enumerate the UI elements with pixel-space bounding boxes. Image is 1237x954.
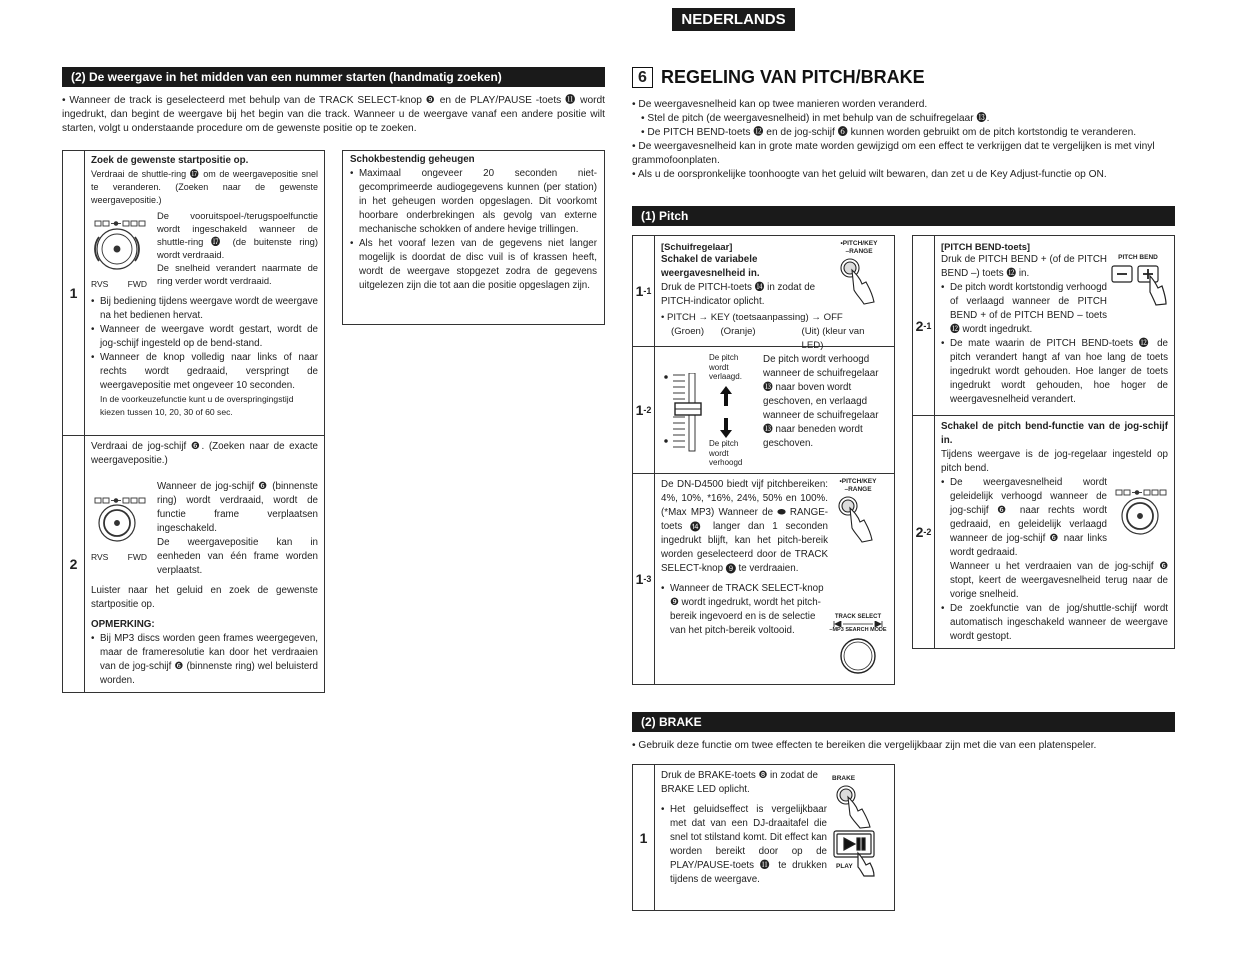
figure-text-1: De vooruitspoel-/terugspoelfunctie wordt ingeschakeld wanneer de shuttle-ring ⓱ (de buitenste ring) wordt verdraaid. <box>157 210 318 260</box>
step-sub: -2 <box>923 527 932 537</box>
step-sub: -1 <box>923 320 932 331</box>
main-title <box>632 65 925 89</box>
step-text: Druk de PITCH BEND + (of de PITCH BEND –) toets ⓬ in. <box>941 254 1107 279</box>
jog-wheel-icon <box>1114 488 1170 538</box>
jog-bend-figure <box>1114 488 1170 538</box>
track-select-knob-icon <box>838 636 878 676</box>
left-intro: • Wanneer de track is geselecteerd met behulp van de TRACK SELECT-knop ❾ en de PLAY/PAUSE -toets ⓫ wordt ingedrukt, dan begint de weergave bij het begin van die track. Wanneer u de weergave vanaf een andere positie wilt starten, volgt u onderstaande procedure om de gewenste positie op te zoeken. <box>62 95 605 134</box>
fwd-label: FWD <box>127 279 147 289</box>
bullet-item: • Wanneer de TRACK SELECT-knop ❾ wordt ingedrukt, wordt het pitch-bereik ingevoerd en is de selectie van het pitch-bereik voltooid. <box>661 582 828 638</box>
step-text: Verdraai de jog-schijf ❻. (Zoeken naar de exacte weergavepositie.) <box>91 441 318 466</box>
figure-text-2: De weergavepositie kan in eenheden van één frame worden verplaatst. <box>157 537 318 576</box>
brake-steps <box>632 764 895 911</box>
step-text: De pitch wordt verhoogd wanneer de schuifregelaar ⓭ naar boven wordt geschoven, en verlaagd wanneer de schuifregelaar ⓭ naar beneden wordt geschoven. <box>763 354 879 449</box>
intro-line: • De weergavesnelheid kan op twee manieren worden veranderd. <box>632 99 928 110</box>
step-2-row <box>63 435 324 692</box>
bullet-item: • Het geluidseffect is vergelijkbaar met dat van een DJ-draaitafel die snel tot stilstand komt. Dit effect kan worden bereikt door op de PLAY/PAUSE-toets ⓫ te drukken tijdens de weergave. <box>661 803 827 887</box>
step-text: Druk de BRAKE-toets ❽ in zodat de BRAKE LED oplicht. <box>661 770 818 795</box>
finger-press-icon <box>828 494 886 544</box>
step-2-2-row <box>913 415 1174 648</box>
shock-bullet: • Als het vooraf lezen van de gegevens niet langer mogelijk is doordat de disc vuil is of krassen heeft, wordt de weergave stopgezet zodra de gegevens uitgelezen zijn die tot aan die positie opgeslagen zijn. <box>350 237 597 293</box>
step-number: 2 <box>63 436 85 692</box>
listen-text: Luister naar het geluid en zoek de gewenste startpositie op. <box>91 585 318 610</box>
pitch-slider-figure <box>659 351 763 469</box>
finger-press-icon <box>830 256 888 306</box>
brake-play-figure <box>828 775 888 871</box>
icon-label: PITCH BEND <box>1118 254 1158 261</box>
icon-label: TRACK SELECT <box>834 614 882 620</box>
step-1-3-row <box>633 473 894 684</box>
pitch-bend-figure <box>1106 254 1170 306</box>
brake-section-bar: (2) BRAKE <box>632 712 1175 732</box>
slider-caption-up: De pitch wordt verlaagd. <box>709 353 742 381</box>
pitch-steps-1 <box>632 235 895 685</box>
rvs-label: RVS <box>91 552 109 562</box>
section-title-manual-search: (2) De weergave in het midden van een nummer starten (handmatig zoeken) <box>62 67 605 87</box>
shuttle-ring-figure <box>91 209 157 289</box>
note-heading: OPMERKING: <box>91 619 155 630</box>
bullet-item: • Wanneer de weergave wordt gestart, wordt de jog-schijf ingesteld op de bend-stand. <box>91 323 318 351</box>
step-heading: [PITCH BEND-toets] <box>941 241 1031 252</box>
rvs-label: RVS <box>91 279 109 289</box>
icon-label: –RANGE <box>844 486 872 493</box>
flow-off: (Uit) (kleur van LED) <box>801 326 865 351</box>
intro-line: • De PITCH BEND-toets ⓬ en de jog-schijf ❻ kunnen worden gebruikt om de pitch kortstondig te veranderen. <box>641 127 1137 138</box>
step-text: Druk de PITCH-toets ⓮ in zodat de PITCH-indicator oplicht. <box>661 282 816 307</box>
range-and-track-select-figure <box>828 478 888 680</box>
step-1-2-row <box>633 346 894 473</box>
pitch-steps-2 <box>912 235 1175 649</box>
intro-line: • Stel de pitch (de weergavesnelheid) in met behulp van de schuifregelaar ⓭. <box>641 113 990 124</box>
bullet-item: • De zoekfunctie van de jog/shuttle-schijf wordt automatisch ingeschakeld wanneer de weergave wordt gestopt. <box>941 602 1168 644</box>
step-number: 2 <box>915 317 924 334</box>
finger-press-icon <box>828 783 886 829</box>
brake-step-1-row <box>633 765 894 910</box>
language-badge: NEDERLANDS <box>672 8 795 31</box>
step-sub: -1 <box>643 286 652 296</box>
bullet-item: • De weergavesnelheid wordt geleidelijk verhoogd wanneer de jog-schijf ❻ naar rechts wordt gedraaid, en geleidelijk verlaagd wanneer de jog-schijf ❻ naar links wordt gedraaid. <box>941 476 1107 560</box>
flow-orange: (Oranje) <box>720 326 756 337</box>
bullet-item: • De mate waarin de PITCH BEND-toets ⓬ de pitch verandert hangt af van hoe lang de toets ingedrukt wordt gehouden. Hoe langer de toets ingedrukt wordt gehouden, hoe hoger de weergavesnelheid verandert. <box>941 337 1168 407</box>
step-1-1-row <box>633 236 894 351</box>
flow-text: • PITCH → KEY (toetsaanpassing) → OFF <box>661 312 843 323</box>
step-number: 2 <box>915 524 924 540</box>
bullet-item: • De pitch wordt kortstondig verhoogd of verlaagd wanneer de PITCH BEND + of de PITCH BEND – toets ⓬ wordt ingedrukt. <box>941 281 1107 337</box>
jog-wheel-icon <box>91 494 151 544</box>
step-number: 1 <box>63 151 85 435</box>
slider-caption-down: De pitch wordt verhoogd <box>709 439 743 467</box>
step-number: 1 <box>635 283 644 299</box>
step-number: 1 <box>635 402 644 418</box>
note-bullet: • Bij MP3 discs worden geen frames weergegeven, maar de frameresolutie kan door het verdraaien van de jog-schijf ❻ (binnenste ring) wel beluisterd worden. <box>91 632 318 688</box>
fwd-label: FWD <box>127 552 147 562</box>
bullet-item: • Bij bediening tijdens weergave wordt de weergave na het bedienen hervat. <box>91 295 318 323</box>
step-heading: Schakel de pitch bend-functie van de jog-schijf in. <box>941 421 1168 446</box>
intro-line: • De weergavesnelheid kan in grote mate worden gewijzigd om een effect te verkrijgen dat te vergelijken is met vinyl grammofoonplaten. <box>632 141 1155 166</box>
intro-line: • Als u de oorspronkelijke toonhoogte van het geluid wilt bewaren, dan zet u de Key Adjust-functie op ON. <box>632 169 1107 180</box>
step-2-1-row <box>913 236 1174 415</box>
step-text: De DN-D4500 biedt vijf pitchbereiken: 4%, 10%, *16%, 24%, 50% en 100%. (*Max MP3) Wanneer de ⬬ RANGE-toets ⓮ langer dan 1 seconden ingedrukt blijft, kan het pitch-bereik worden geselecteerd door de TRACK SELECT-knop ❾ te verdraaien. <box>661 479 828 574</box>
pitch-bend-buttons-icon <box>1106 262 1170 306</box>
step-sub: -2 <box>643 405 652 415</box>
step-text: Tijdens weergave is de jog-regelaar ingesteld op pitch bend. <box>941 449 1168 474</box>
shock-bullet: • Maximaal ongeveer 20 seconden niet-gecomprimeerde audiogegevens kunnen (per station) in het geheugen worden opgeslagen. Dit voorkomt hoorbare onderbrekingen als gevolg van externe mechanische schokken of andere hevige trillingen. <box>350 167 597 237</box>
brake-label: BRAKE <box>832 775 856 782</box>
icon-label: –RANGE <box>845 248 873 255</box>
icon-label: •PITCH/KEY <box>840 240 878 247</box>
brake-intro: • Gebruik deze functie om twee effecten te bereiken die vergelijkbaar zijn met die van een platenspeler. <box>632 740 1097 751</box>
chapter-title: REGELING VAN PITCH/BRAKE <box>661 67 925 87</box>
chapter-number: 6 <box>632 67 653 88</box>
arrow-up-icon <box>719 385 733 407</box>
manual-search-steps <box>62 150 325 693</box>
step-number: 1 <box>633 765 655 910</box>
jog-wheel-figure <box>91 480 157 562</box>
step-heading: [Schuifregelaar] <box>661 241 733 252</box>
arrow-down-icon <box>719 417 733 439</box>
step-1-bullets <box>91 295 318 393</box>
flow-green: (Groen) <box>671 326 705 337</box>
step-subheading: Schakel de variabele weergavesnelheid in. <box>661 254 760 279</box>
slider-icon <box>663 373 709 453</box>
pitch-section-bar: (1) Pitch <box>632 206 1175 226</box>
step-number: 1 <box>635 571 644 587</box>
play-label: PLAY <box>836 863 853 870</box>
shock-memory-box <box>342 150 605 325</box>
step-1-row <box>63 151 324 435</box>
step-heading: Zoek de gewenste startpositie op. <box>91 155 249 166</box>
step-sub: -3 <box>643 574 652 584</box>
step-note: In de voorkeuzefunctie kunt u de overspringingstijd kiezen tussen 10, 20, 30 of 60 sec. <box>100 394 294 417</box>
bullet-continuation: Wanneer u het verdraaien van de jog-schijf ❻ stopt, keert de weergavesnelheid terug naar de vorige snelheid. <box>950 561 1168 600</box>
figure-text-1: Wanneer de jog-schijf ❻ (binnenste ring) wordt verdraaid, wordt de functie frame verplaatsen ingeschakeld. <box>157 481 318 534</box>
shock-heading: Schokbestendig geheugen <box>350 154 475 165</box>
shuttle-ring-icon <box>91 217 151 277</box>
pitch-key-button-figure <box>830 240 888 306</box>
figure-text-2: De snelheid verandert naarmate de ring verder wordt verdraaid. <box>157 262 318 286</box>
bullet-item: • Wanneer de knop volledig naar links of naar rechts wordt gedraaid, verspringt de weergavepositie met ongeveer 10 seconden. <box>91 351 318 393</box>
icon-label: –MP3 SEARCH MODE <box>829 627 887 633</box>
pitch-intro <box>632 98 1177 182</box>
icon-label: •PITCH/KEY <box>839 478 877 485</box>
step-text: Verdraai de shuttle-ring ⓱ om de weergavepositie snel te veranderen. (Zoeken naar de gewenste weergavepositie.) <box>91 169 318 205</box>
